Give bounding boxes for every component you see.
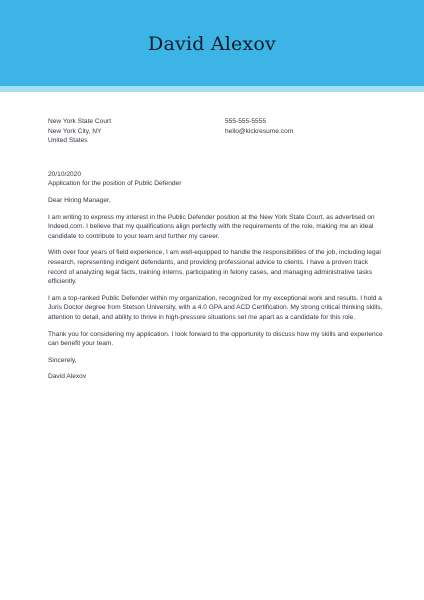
paragraph-line: efficiently. [48, 278, 77, 286]
paragraph-line: I am a top-ranked Public Defender within my organization, recognized for my exceptional work and results. I hold a [48, 294, 382, 302]
paragraph-line: Thank you for considering my application. I look forward to the opportunity to discuss how my skills and experience [48, 330, 383, 338]
greeting [48, 196, 382, 206]
recipient-line: United States [48, 137, 88, 145]
paragraph-qualifications [48, 294, 382, 323]
recipient-line: New York State Court [48, 118, 112, 125]
sender-contact [225, 117, 375, 146]
paragraph-line: attention to detail, and ability to thrive in high-pressure situations set me apart as a candidate for this role. [48, 313, 356, 321]
recipient-address [48, 117, 225, 146]
paragraph-line: candidate to contribute to your team and further my career. [48, 232, 220, 240]
paragraph-experience [48, 248, 382, 286]
letter-body [48, 117, 382, 382]
greeting-text: Dear Hiring Manager, [48, 196, 111, 204]
paragraph-line: With over four years of field experience, I am well-equipped to handle the responsibilities of the job, including legal [48, 249, 381, 257]
paragraph-intro [48, 213, 382, 242]
letter-date: 20/10/2020 [48, 170, 82, 178]
paragraph-thanks [48, 330, 382, 349]
paragraph-line: research, representing indigent defendants, and providing professional advice to clients. I have a proven track [48, 258, 368, 266]
paragraph-line: Indeed.com. I believe that my qualifications align perfectly with the requirements of the role, making me an ideal [48, 223, 374, 231]
signature-name: David Alexov [48, 373, 87, 381]
sender-email: hello@kickresume.com [225, 127, 294, 135]
paragraph-line: record of analyzing legal facts, training interns, participating in felony cases, and managing administrative tasks [48, 268, 372, 276]
paragraph-line: can benefit your team. [48, 340, 114, 348]
paragraph-line: I am writing to express my interest in the Public Defender position at the New York State Court, as advertised on [48, 213, 375, 221]
signature [48, 372, 382, 382]
applicant-name: David Alexov [148, 33, 276, 55]
paragraph-line: Juris Doctor degree from Stetson University, with a 4.0 GPA and ACD Certification. My strong critical thinking skills, [48, 304, 383, 312]
closing-text: Sincerely, [48, 356, 77, 364]
recipient-line: New York City, NY [48, 127, 102, 135]
header-stripe [0, 86, 424, 92]
sender-phone: 555-555-5555 [225, 118, 267, 125]
address-block [48, 117, 382, 146]
letter-meta [48, 170, 382, 189]
closing [48, 356, 382, 366]
letter-subject: Application for the position of Public Defender [48, 180, 182, 188]
